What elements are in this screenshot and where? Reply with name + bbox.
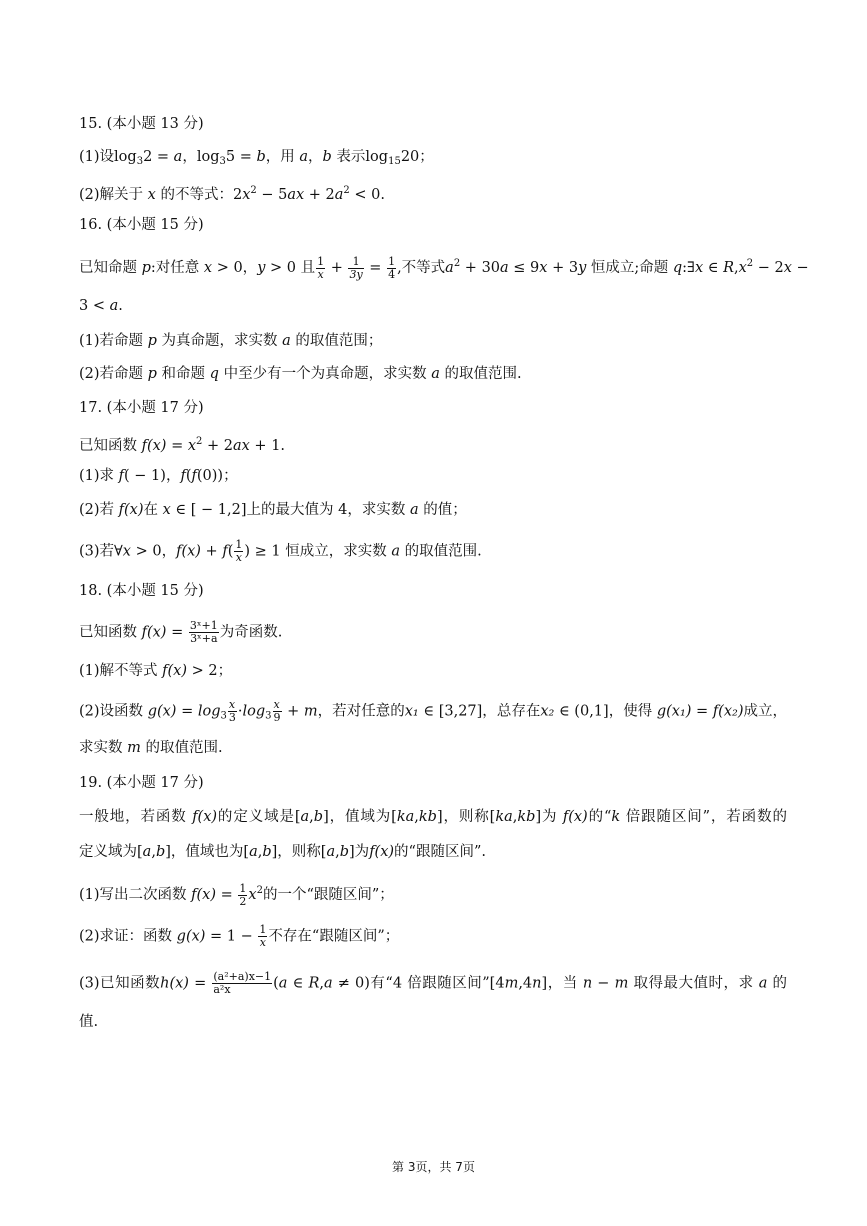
fraction-1-over-4: $\frac{1}{4}$ [388,254,396,281]
q15-part2: (2)解关于 x 的不等式：$2x^2 - 5ax + 2a^2 < 0$. [79,185,385,203]
page-footer: 第 3页，共 7页 [392,1160,475,1174]
q17-part1: (1)求 f( − 1)，f(f(0))； [79,468,238,484]
q18-part1: (1)解不等式 f(x) > 2； [79,663,233,679]
fraction-1-over-2: $\frac{1}{2}$ [239,881,247,908]
fraction-1-over-x: $\frac{1}{x}$ [317,254,325,281]
q18-heading: 18. (本小题 15 分) [79,583,204,599]
q18-stem: 已知函数 f(x) = $\frac{\text{3ˣ+1}}{\text{3ˣ+a}}$ 为奇函数. [79,619,283,645]
fraction-x-over-9: $\frac{x}{9}$ [273,698,281,724]
fraction-1-over-x: $\frac{1}{x}$ [235,538,243,564]
q15-heading: 15. (本小题 13 分) [79,116,204,132]
q19-part1: (1)写出二次函数 f(x) = $\frac{1}{2}$ $x^2$的一个“跟随区间”； [79,881,394,908]
q16-stem-line2: 3 < a. [79,298,123,314]
fraction-1-over-3y: $\frac{1}{3y}$ [349,254,363,281]
fraction-3x1-over-3xa: $\frac{\text{3ˣ+1}}{\text{3ˣ+a}}$ [189,619,218,645]
q17-part2: (2)若 f(x)在 x ∈ [ − 1,2]上的最大值为 4，求实数 a 的值； [79,502,467,518]
q19-stem-line1: 一般地，若函数 f(x)的定义域是[a,b]，值域为[ka,kb]，则称[ka,kb]为 f(x)的“k 倍跟随区间”，若函数的 [79,809,787,825]
q15-part1: (1)设$\log_32 = a$，$\log_35 = b$，用 a，b 表示$\log_{15}20$； [79,149,434,167]
q17-stem: 已知函数 $f(x) = x^2 + 2ax + 1$. [79,436,286,454]
q19-part3-line2: 值. [79,1014,99,1030]
fraction-1-over-x: $\frac{1}{x}$ [259,923,267,949]
q18-part2-line2: 求实数 m 的取值范围. [79,740,223,756]
q16-part1: (1)若命题 p 为真命题，求实数 a 的取值范围； [79,333,383,349]
q19-part3-line1: (3)已知函数h(x) = $\frac{\text{(a²+a)x−1}}{\text{a²x}}$ (a ∈ R,a ≠ 0)有“4 倍跟随区间”[4m,4n]，当 n − m 取得最大值时，求 a 的 [79,970,787,996]
q19-heading: 19. (本小题 17 分) [79,775,204,791]
q17-part3: (3)若∀x > 0，f(x) + f( $\frac{1}{x}$ ) ≥ 1 恒成立，求实数 a 的取值范围. [79,538,482,564]
q16-stem-line1: 已知命题 p:对任意 x > 0，y > 0 且 $\frac{1}{x}$ + $\frac{1}{3y}$ = $\frac{1}{4}$ ,不等式$a^2 + 30a \le 9x + 3y$ 恒成立;命题 q:∃x ∈ $R,x^2 - 2x$ − [79,254,809,281]
fraction-x-over-3: $\frac{x}{3}$ [228,698,236,724]
fraction-h-of-x: $\frac{\text{(a²+a)x−1}}{\text{a²x}}$ [213,970,272,996]
q17-heading: 17. (本小题 17 分) [79,400,204,416]
q18-part2-line1: (2)设函数 $g(x) = \log_3$ $\frac{x}{3}$ $\cdot\log_3$ $\frac{x}{9}$ + m，若对任意的x₁ ∈ [3,27]，总存在x₂ ∈ (0,1]，使得 g(x₁) = f(x₂)成立， [79,698,788,724]
q16-part2: (2)若命题 p 和命题 q 中至少有一个为真命题，求实数 a 的取值范围. [79,366,522,382]
q19-stem-line2: 定义域为[a,b]，值域也为[a,b]，则称[a,b]为f(x)的“跟随区间”. [79,844,486,860]
q19-part2: (2)求证：函数 g(x) = 1 − $\frac{1}{x}$ 不存在“跟随区间”； [79,923,400,949]
q16-heading: 16. (本小题 15 分) [79,217,204,233]
